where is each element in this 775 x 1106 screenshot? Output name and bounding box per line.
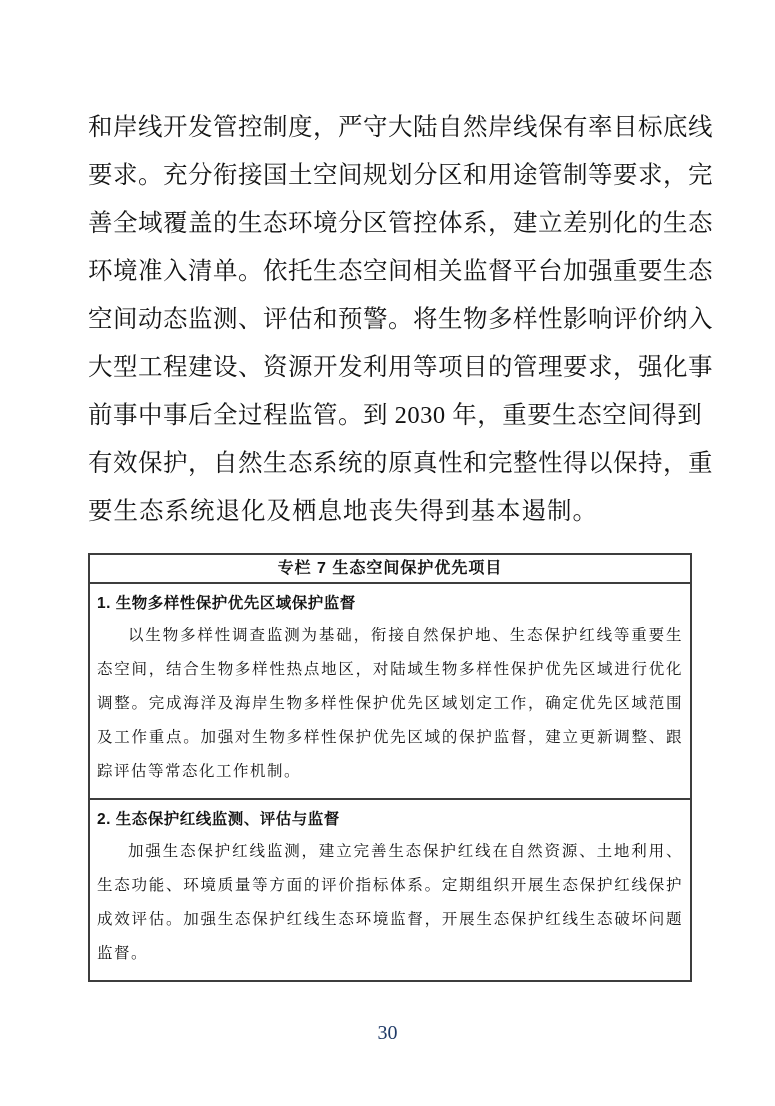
page-number: 30	[377, 1022, 398, 1044]
callout-section-2-body: 加强生态保护红线监测，建立完善生态保护红线在自然资源、土地利用、生态功能、环境质量等方面的评价指标体系。定期组织开展生态保护红线保护成效评估。加强生态保护红线生态环境监督，开展生态保护红线生态破坏问题监督。	[97, 843, 683, 962]
body-line: 环境准入清单。依托生态空间相关监督平台加强重要生态	[88, 258, 713, 285]
callout-section-1-heading: 1. 生物多样性保护优先区域保护监督	[97, 595, 356, 612]
body-line: 有效保护，自然生态系统的原真性和完整性得以保持，重	[88, 450, 713, 477]
body-line: 善全域覆盖的生态环境分区管控体系，建立差别化的生态	[88, 210, 713, 237]
callout-box-title: 专栏 7 生态空间保护优先项目	[90, 555, 690, 584]
callout-box	[88, 553, 692, 982]
body-line: 和岸线开发管控制度，严守大陆自然岸线保有率目标底线	[88, 114, 713, 141]
callout-section-2-heading: 2. 生态保护红线监测、评估与监督	[97, 811, 340, 828]
body-line: 空间动态监测、评估和预警。将生物多样性影响评价纳入	[88, 306, 713, 333]
body-line: 要求。充分衔接国土空间规划分区和用途管制等要求，完	[88, 162, 713, 189]
body-line: 大型工程建设、资源开发利用等项目的管理要求，强化事	[88, 354, 713, 381]
body-line: 前事中事后全过程监管。到 2030 年，重要生态空间得到	[88, 402, 703, 429]
callout-section-1-body: 以生物多样性调查监测为基础，衔接自然保护地、生态保护红线等重要生态空间，结合生物多样性热点地区，对陆域生物多样性保护优先区域进行优化调整。完成海洋及海岸生物多样性保护优先区域划定工作，确定优先区域范围及工作重点。加强对生物多样性保护优先区域的保护监督，建立更新调整、跟踪评估等常态化工作机制。	[97, 627, 683, 780]
body-line: 要生态系统退化及栖息地丧失得到基本遏制。	[88, 498, 598, 525]
callout-section-2	[90, 800, 690, 980]
callout-section-1	[90, 584, 690, 800]
body-paragraph	[88, 104, 713, 536]
